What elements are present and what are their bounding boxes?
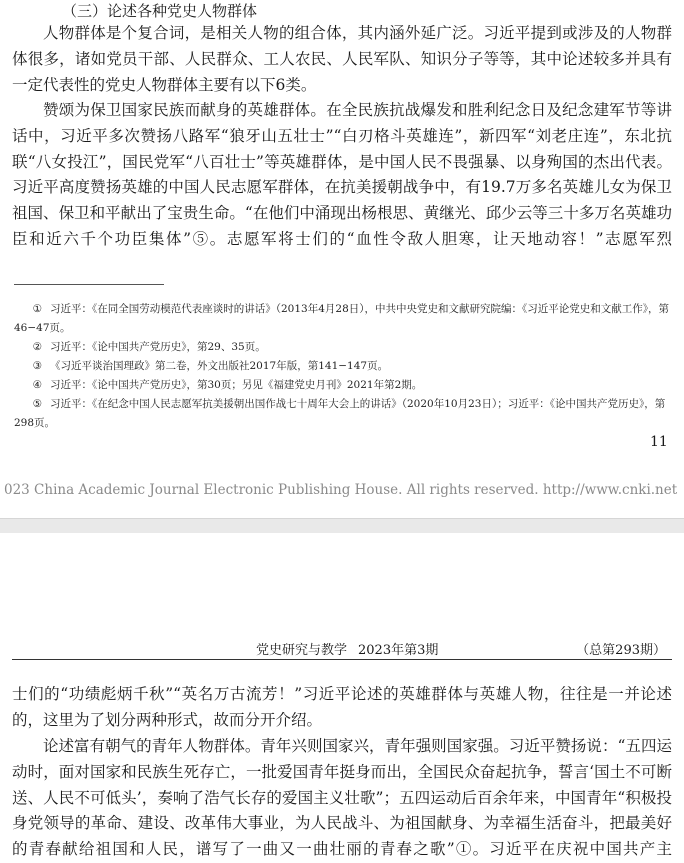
footnote-5 bbox=[14, 395, 674, 433]
running-header bbox=[12, 637, 672, 660]
footnote-text: 习近平：《论中国共产党历史》，第30页；另见《福建党史月刊》2021年第2期。 bbox=[50, 379, 423, 391]
issue-info: 2023年第3期 bbox=[358, 643, 439, 658]
footnote-2 bbox=[14, 338, 674, 357]
journal-page-bottom bbox=[0, 533, 684, 859]
paragraph-continuation: 士们的“功绩彪炳千秋”“英名万古流芳！”习近平论述的英雄群体与英雄人物，往往是一并论述的，这里为了划分两种形式，故而分开介绍。 bbox=[12, 685, 672, 729]
cnki-watermark: 023 China Academic Journal Electronic Publishing House. All rights reserved. http://www.cnki.net bbox=[4, 482, 678, 498]
page-number: 11 bbox=[650, 434, 668, 450]
footnote-list bbox=[14, 300, 674, 433]
section-heading: （三）论述各种党史人物群体 bbox=[62, 2, 258, 20]
footnote-marker: ⑤ bbox=[32, 398, 42, 410]
total-issue-number: （总第293期） bbox=[576, 643, 666, 658]
footnote-marker: ④ bbox=[32, 379, 42, 391]
footnote-text: 《习近平谈治国理政》第二卷，外文出版社2017年版，第141−147页。 bbox=[50, 360, 389, 372]
footnote-3 bbox=[14, 357, 674, 376]
footnote-text: 习近平：《在纪念中国人民志愿军抗美援朝出国作战七十周年大会上的讲话》（2020年10月23日）；习近平：《论中国共产党历史》，第298页。 bbox=[14, 398, 666, 429]
paragraph-group-composition: 人物群体是个复合词，是相关人物的组合体，其内涵外延广泛。习近平提到或涉及的人物群体很多，诸如党员干部、人民群众、工人农民、人民军队、知识分子等等，其中论述较多并具有一定代表性的党史人物群体主要有以下6类。 bbox=[12, 24, 672, 94]
footnote-text: 习近平：《在同全国劳动模范代表座谈时的讲话》（2013年4月28日），中共中央党史和文献研究院编：《习近平论党史和文献工作》，第46−47页。 bbox=[14, 303, 670, 334]
footnote-4 bbox=[14, 376, 674, 395]
page-gap bbox=[0, 518, 684, 534]
footnote-1 bbox=[14, 300, 674, 338]
footnote-marker: ③ bbox=[32, 360, 42, 372]
paragraph-hero-groups: 赞颂为保卫国家民族而献身的英雄群体。在全民族抗战爆发和胜利纪念日及纪念建军节等讲话中，习近平多次赞扬八路军“狼牙山五壮士”“白刃格斗英雄连”，新四军“刘老庄连”，东北抗联“八女投江”，国民党军“八百壮士”等英雄群体，是中国人民不畏强暴、以身殉国的杰出代表。习近平高度赞扬英雄的中国人民志愿军群体，在抗美援朝战争中，有19.7万多名英雄儿女为保卫祖国、保卫和平献出了宝贵生命。“在他们中涌现出杨根思、黄继光、邱少云等三十多万名英雄功臣和近六千个功臣集体”⑤。志愿军将士们的“血性令敌人胆寒，让天地动容！”志愿军烈 bbox=[12, 101, 672, 248]
footnote-text: 习近平：《论中国共产党历史》，第29、35页。 bbox=[50, 341, 266, 353]
journal-name: 党史研究与教学 bbox=[256, 643, 348, 658]
paragraph-youth-groups: 论述富有朝气的青年人物群体。青年兴则国家兴，青年强则国家强。习近平赞扬说：“五四运动时，面对国家和民族生死存亡，一批爱国青年挺身而出，全国民众奋起抗争，誓言‘国土不可断送、人民不可低头’，奏响了浩气长存的爱国主义壮歌”；五四运动后百余年来，中国青年“积极投身党领导的革命、建设、改革伟大事业，为人民战斗、为祖国献身、为幸福生活奋斗，把最美好的青春献给祖国和人民，谱写了一曲又一曲壮丽的青春之歌”①。习近平在庆祝中国共产主 bbox=[12, 737, 672, 859]
footnote-marker: ② bbox=[32, 341, 42, 353]
footnote-marker: ① bbox=[32, 303, 42, 315]
footnote-separator bbox=[14, 284, 164, 285]
